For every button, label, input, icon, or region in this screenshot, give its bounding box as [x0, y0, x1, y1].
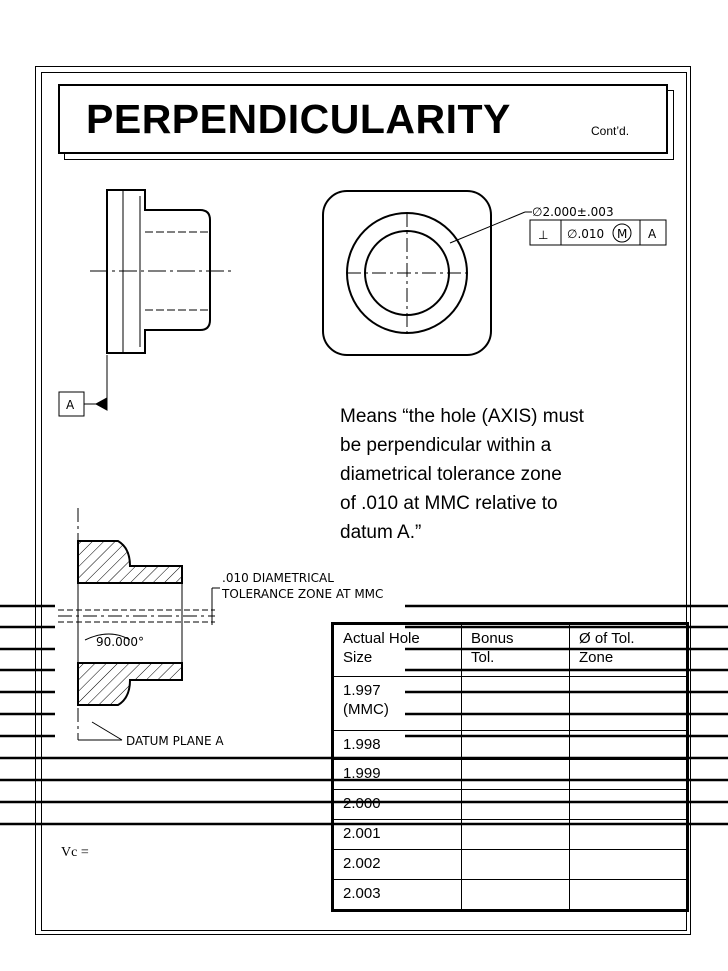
mmc-modifier: M: [617, 227, 628, 241]
header-tol-zone: Ø of Tol. Zone: [570, 625, 687, 677]
zone-cell: [570, 790, 687, 820]
tolerance-table: [331, 622, 689, 912]
size-callout: ∅2.000±.003: [532, 205, 614, 219]
table-row: [334, 820, 687, 850]
zone-label-line2: TOLERANCE ZONE AT MMC: [222, 587, 384, 601]
explanation-line: Means “the hole (AXIS) must: [340, 406, 584, 427]
table-row: [334, 677, 687, 731]
header-bonus-tol: Bonus Tol.: [462, 625, 570, 677]
zone-cell: [570, 850, 687, 880]
page-title-suffix: Cont’d.: [591, 124, 630, 138]
hole-size-cell: 1.998: [334, 730, 462, 760]
side-view: [90, 190, 232, 353]
bonus-cell: [462, 790, 570, 820]
bonus-cell: [462, 880, 570, 910]
explanation-line: datum A.”: [340, 522, 422, 543]
bonus-cell: [462, 760, 570, 790]
hole-size-cell: 2.003: [334, 880, 462, 910]
header-actual-hole-size: Actual Hole Size: [334, 625, 462, 677]
table-row: [334, 880, 687, 910]
hole-size-cell: 2.002: [334, 850, 462, 880]
datum-a-label: A: [66, 398, 75, 412]
hole-size-cell: 1.999: [334, 760, 462, 790]
bonus-cell: [462, 820, 570, 850]
front-view: [323, 191, 532, 355]
hole-size-cell: 2.000: [334, 790, 462, 820]
perpendicularity-icon: ⊥: [538, 228, 549, 242]
table-row: [334, 790, 687, 820]
page-title: PERPENDICULARITY: [86, 96, 511, 142]
explanation-line: diametrical tolerance zone: [340, 464, 562, 485]
zone-cell: [570, 677, 687, 731]
datum-plane-label: DATUM PLANE A: [126, 734, 224, 748]
table-header-row: [334, 625, 687, 677]
zone-cell: [570, 820, 687, 850]
angle-label: 90.000°: [96, 635, 144, 649]
explanation-text: [340, 402, 660, 547]
hole-size-cell: 2.001: [334, 820, 462, 850]
zone-cell: [570, 880, 687, 910]
bonus-cell: [462, 730, 570, 760]
zone-cell: [570, 730, 687, 760]
hole-size-cell: 1.997 (MMC): [334, 677, 462, 731]
table-row: [334, 760, 687, 790]
section-view: [58, 508, 220, 740]
explanation-line: be perpendicular within a: [340, 435, 552, 456]
zone-label-line1: .010 DIAMETRICAL: [222, 571, 334, 585]
vc-label: Vc =: [61, 845, 89, 860]
table-row: [334, 730, 687, 760]
tolerance-value: ∅.010: [567, 227, 605, 241]
bonus-cell: [462, 850, 570, 880]
bonus-cell: [462, 677, 570, 731]
table-row: [334, 850, 687, 880]
zone-cell: [570, 760, 687, 790]
explanation-line: of .010 at MMC relative to: [340, 493, 558, 514]
fcf-datum: A: [648, 227, 657, 241]
